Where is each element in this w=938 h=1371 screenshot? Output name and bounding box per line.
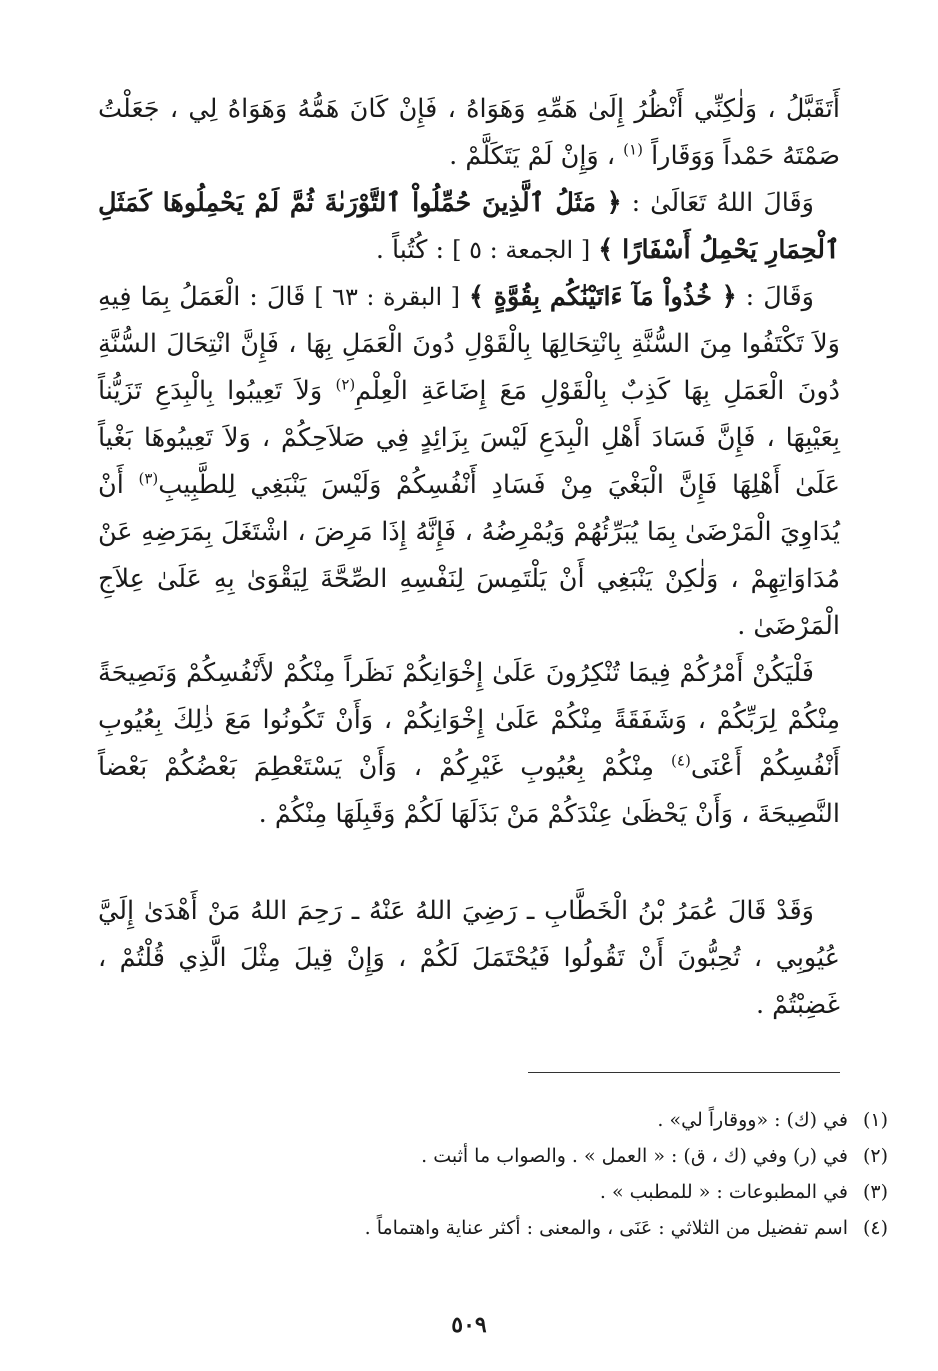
verse-reference: [ البقرة : ٦٣ ] [314, 283, 461, 311]
quran-verse: ﴿ مَثَلُ ٱلَّذِينَ حُمِّلُواْ ٱلتَّوْرَىٰةَ ثُمَّ لَمْ يَحْمِلُوهَا كَمَثَلِ ٱلْحِمَارِ يَحْمِلُ أَسْفَارًا ﴾ [98, 188, 840, 265]
footnote-text: اسم تفضيل من الثلاثي : عَنَى ، والمعنى : أكثر عناية واهتماماً . [364, 1217, 848, 1239]
footnote-separator [528, 1072, 840, 1073]
text-run: قَالَ : الْعَمَلُ بِمَا فِيهِ وَلاَ تَكْتَفُوا مِنَ السُّنَّةِ بِانْتِحَالِهَا بِالْقَوْلِ دُونَ الْعَمَلِ بِهَا ، فَإِنَّ انْتِحَالَ السُّنَّةِ دُونَ الْعَمَلِ بِهَا كَذِبٌ بِالْقَوْلِ مَعَ إِضَاعَةِ الْعِلْمِ [98, 282, 840, 406]
text-run: فَلْيَكُنْ أَمْرُكُمْ فِيمَا تُنْكِرُونَ عَلَىٰ إِخْوَانِكُمْ نَظَراً مِنْكُمْ لأَنْفُسِكُمْ وَنَصِيحَةً مِنْكُمْ لِرَبِّكُمْ ، وَشَفَقَةً مِنْكُمْ عَلَىٰ إِخْوَانِكُمْ ، وَأَنْ تَكُونُوا مَعَ ذٰلِكَ بِعُيُوبِ أَنْفُسِكُمْ أَعْنَى [98, 658, 840, 782]
footnote-marker: (٤) [671, 751, 691, 770]
text-run: وَقَدْ قَالَ عُمَرُ بْنُ الْخَطَّابِ ـ رَضِيَ اللهُ عَنْهُ ـ رَحِمَ اللهُ مَنْ أَهْدَىٰ إِلَيَّ عُيُوبِي ، تُحِبُّونَ أَنْ تَقُولُوا فَيُحْتَمَلَ لَكُمْ ، وَإِنْ قِيلَ مِثْلَ الَّذِي قُلْتُمْ ، غَضِبْتُمْ . [98, 896, 840, 1020]
footnote-number: (٢) [862, 1145, 888, 1167]
page-number: ٥٠٩ [451, 1312, 487, 1338]
paragraph [98, 650, 840, 838]
footnote-text: في (ك) : «ووقاراً لي» . [657, 1109, 848, 1131]
paragraph [98, 180, 840, 274]
paragraph [98, 274, 840, 650]
text-run: أَنْ يُدَاوِيَ الْمَرْضَىٰ بِمَا يُبَرِّئُهُمْ وَيُمْرِضُهُ ، فَإِنَّهُ إِذَا مَرِضَ ، اشْتَغَلَ بِمَرَضِهِ عَنْ مُدَاوَاتِهِمْ ، وَلٰكِنْ يَنْبَغِي أَنْ يَلْتَمِسَ لِنَفْسِهِ الصِّحَّةَ لِيَقْوَىٰ بِهِ عَلَىٰ عِلاَجِ الْمَرْضَىٰ . [98, 470, 840, 641]
footnote [98, 1210, 888, 1246]
footnote-text: في (ر) وفي (ك ، ق) : « العمل » . والصواب ما أثبت . [421, 1145, 848, 1167]
footnote-marker: (١) [623, 140, 643, 159]
verse-reference: [ الجمعة : ٥ ] [452, 236, 591, 264]
text-run: وَقَالَ اللهُ تَعَالَىٰ : [631, 188, 814, 218]
text-run: مِنْكُمْ بِعُيُوبِ غَيْرِكُمْ ، وَأَنْ يَسْتَعْطِمَ بَعْضُكُمْ بَعْضاً النَّصِيحَةَ ، وَأَنْ يَحْظَىٰ عِنْدَكُمْ مَنْ بَذَلَهَا لَكُمْ وَقَبِلَهَا مِنْكُمْ . [98, 752, 840, 829]
footnote-number: (٣) [862, 1181, 888, 1203]
paragraph [98, 86, 840, 180]
text-run: وَلاَ تَعِيبُوا بِالْبِدَعِ تَزَيُّناً بِعَيْبِهَا ، فَإِنَّ فَسَادَ أَهْلِ الْبِدَعِ لَيْسَ بِزَائِدٍ فِي صَلاَحِكُمْ ، وَلاَ تَعِيبُوهَا بَغْياً عَلَىٰ أَهْلِهَا فَإِنَّ الْبَغْيَ مِنْ فَسَادِ أَنْفُسِكُمْ وَلَيْسَ يَنْبَغِي لِلطَّبِيبِ [98, 376, 841, 500]
text-run: أَتَقَبَّلُ ، وَلٰكِنِّي أَنْظُرُ إِلَىٰ هَمِّهِ وَهَوَاهُ ، فَإِنْ كَانَ هَمُّهُ وَهَوَاهُ لِي ، جَعَلْتُ صَمْتَهُ حَمْداً وَوَقَاراً [98, 94, 840, 171]
quran-verse: ﴿ خُذُواْ مَآ ءَاتَيْنَٰكُم بِقُوَّةٍ ﴾ [468, 282, 737, 312]
text-run: وَقَالَ : [745, 282, 814, 312]
footnote-number: (٤) [862, 1217, 888, 1239]
footnote-marker: (٢) [335, 375, 356, 394]
footnote [98, 1102, 888, 1138]
paragraph [98, 888, 840, 1029]
footnote-marker: (٣) [138, 469, 159, 488]
footnote-number: (١) [862, 1109, 888, 1131]
section-gap [98, 838, 840, 888]
footnote [98, 1138, 888, 1174]
text-run: ، وَإِنْ لَمْ يَتَكَلَّمْ . [449, 141, 616, 171]
footnotes [98, 1102, 888, 1246]
footnote [98, 1174, 888, 1210]
text-run: : كُتُباً . [375, 235, 445, 265]
main-text [98, 86, 840, 1029]
footnote-text: في المطبوعات : « للمطبب » . [599, 1181, 848, 1203]
